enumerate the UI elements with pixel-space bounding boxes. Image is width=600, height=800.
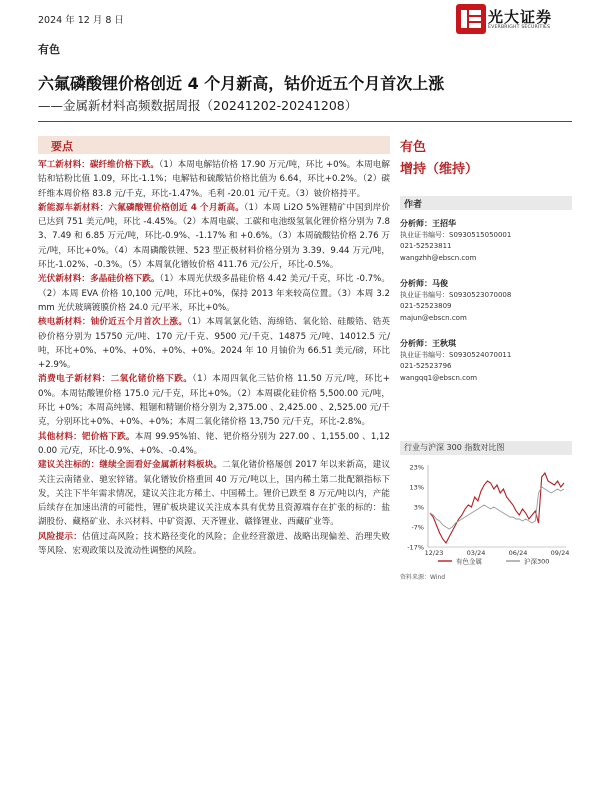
paragraph-text: （1）本周氧氯化锆、海绵锆、氧化铪、硅酸锆、锆英砂价格分别为 15750 元/吨、170 元/千克、9500 元/千克、14875 元/吨、14012.5 元/吨，环比+0%、+0%、+0%、+0%、+0%。2024 年 10 月铀价为 66.51 美元/磅，环比+2.9%。: [38, 317, 390, 371]
paragraph-lead: 军工新材料：碳纤维价格下跌。: [38, 160, 160, 170]
authors-heading-bar: [400, 196, 572, 210]
paragraph-military: [38, 158, 390, 201]
paragraph-ev: [38, 201, 390, 272]
report-title: 六氟磷酸锂价格创近 4 个月新高，钴价近五个月首次上涨: [38, 74, 445, 93]
analyst-name: 分析师：马俊: [400, 279, 448, 288]
paragraph-lead: 消费电子新材料：二氧化锗价格下跌。: [38, 374, 193, 385]
analyst-cert: 执业证书编号：S0930523070008: [400, 290, 512, 299]
paragraph-text: 本周 99.95%铂、铑、钯价格分别为 227.00 、1,155.00 、1,120.00 元/克，环比-0.9%、+0%、-0.4%。: [38, 431, 390, 456]
summary-heading: 要点: [51, 140, 73, 153]
analyst-name: 分析师：王秋琪: [400, 339, 456, 348]
analyst-email[interactable]: wangzhh@ebscn.com: [400, 253, 477, 262]
report-subtitle: ——金属新材料高频数据周报（20241202-20241208）: [38, 98, 358, 113]
investment-rating: 增持（维持）: [400, 162, 479, 177]
paragraph-pv: [38, 272, 390, 315]
paragraph-lead: 风险提示：: [38, 531, 83, 542]
analyst-card: [400, 278, 572, 324]
analyst-cert: 执业证书编号：S0930515050001: [400, 230, 512, 239]
paragraph-recommendation: [38, 458, 390, 529]
everbright-logo-icon: [456, 4, 486, 34]
analyst-cert: 执业证书编号：S0930524070011: [400, 350, 512, 359]
paragraph-text: （1）本周四氧化三钴价格 11.50 万元/吨，环比+0%。本周钴酸锂价格 175.0 元/千克，环比+0%。（2）本周碳化硅价格 5,500.00 元/吨，环比 +0%；本周高纯锑、粗锢和精锢价格分别为 2,375.00 、2,425.00 、2,525.00 元/千克，分别环比+0%、+0%、+0%；本周二氧化锗价格 13,750 元/千克，环比-2.8%。: [38, 374, 390, 428]
x-tick-label: 03/24: [466, 549, 486, 557]
y-tick-label: -17%: [407, 543, 424, 552]
paragraph-nuclear: [38, 315, 390, 372]
authors-heading: 作者: [404, 200, 423, 210]
sidebar: [400, 136, 572, 384]
chart-title: 行业与沪深 300 指数对比图: [404, 443, 505, 452]
analyst-email[interactable]: majun@ebscn.com: [400, 313, 467, 322]
paragraph-lead: 建议关注标的：继续全面看好金属新材料板块。: [38, 460, 223, 471]
paragraph-lead: 新能源车新材料：六氟磷酸锂价格创近 4 个月新高。: [38, 202, 245, 213]
analyst-card: [400, 218, 572, 264]
series-line-csi300: [430, 487, 564, 529]
analyst-phone: 021-52523811: [400, 242, 452, 250]
report-date: 2024 年 12 月 8 日: [38, 15, 124, 26]
brand-name-cn: 光大证券: [488, 8, 553, 26]
legend-label: 有色金属: [456, 557, 482, 566]
analyst-email[interactable]: wangqq1@ebscn.com: [400, 373, 478, 382]
paragraph-other: [38, 430, 390, 459]
x-tick-label: 09/24: [550, 549, 570, 557]
legend-label: 沪深300: [524, 557, 550, 566]
industry-category: 有色: [38, 43, 60, 56]
x-tick-label: 12/23: [424, 549, 444, 557]
title-divider: [38, 121, 572, 122]
chart-title-bar: [400, 441, 572, 455]
y-tick-label: 13%: [409, 483, 424, 492]
series-line-nonferrous: [430, 473, 564, 543]
paragraph-text: （1）本周 Li2O 5%锂精矿中国到岸价已达到 751 美元/吨，环比 -4.45%。（2）本周电碳、工碳和电池级氢氧化锂价格分别为 7.83、7.49 和 6.85 万元/吨，环比-0.9%、-1.17% 和 +0.6%。（3）本周硫酸钴价格 2.76 万元/吨，环比+0%。（4）本周磷酸铁锂、523 型正极材料价格分别为 3.39、9.44 万元/吨，环比-1.02%、-0.3%。（5）本周氧化镨钕价格 411.76 元/公斤，环比-0.5%。: [38, 202, 390, 271]
industry-vs-csi300-chart: [400, 459, 572, 571]
summary-section: [38, 136, 390, 748]
paragraph-lead: 光伏新材料：多晶硅价格下跌。: [38, 274, 160, 285]
paragraph-text: （1）本周电解钴价格 17.90 万元/吨，环比 +0%。本周电解钴和钴粉比值 1.09，环比-1.1%；电解钴和硫酸钴价格比值为 6.64，环比+0.2%。（2）碳纤维本周价格 83.8 元/千克，环比-1.47%。毛利 -20.01 元/千克。（3）铍价格持平。: [38, 160, 390, 199]
chart-source: 资料来源：Wind: [400, 574, 446, 581]
y-tick-label: -7%: [411, 523, 424, 532]
paragraph-lead: 核电新材料：铀价近五个月首次上涨。: [38, 317, 188, 328]
analyst-phone: 021-52523796: [400, 362, 452, 370]
analyst-name: 分析师：王招华: [400, 219, 456, 228]
analyst-card: [400, 338, 572, 384]
paragraph-consumer-electronics: [38, 372, 390, 429]
paragraph-text: 估值过高风险；技术路径变化的风险；企业经营激进、战略出现偏差、治理失败等风险、宏观政策以及流动性调整的风险。: [38, 531, 390, 557]
y-tick-label: 3%: [413, 503, 424, 512]
brand-logo: [456, 4, 576, 34]
paragraph-text: （1）本周光伏级多晶硅价格 4.42 美元/千克，环比 -0.7%。（2）本周 EVA 价格 10,100 元/吨，环比+0%，保持 2013 年来较高位置。（3）本周 3.2mm 光伏玻璃镀膜价格 24.0 元/平米，环比+0%。: [38, 274, 390, 313]
paragraph-risk: [38, 530, 390, 559]
summary-body: [38, 158, 390, 558]
y-tick-label: 23%: [409, 463, 424, 472]
paragraph-text: 二氧化锗价格屡创 2017 年以来新高，建议关注云南锗业、驰宏锌锗。氧化镨钕价格重回 40 万元/吨以上，国内稀土第二批配额指标下发，关注下半年需求情况，建议关注北方稀土、中国稀土。锂价已跌至 8 万元/吨以内，产能后续存在加速出清的可能性，锂矿板块建议关注成本具有优势且资源端存在扩张的标的：盐湖股份、藏格矿业、永兴材料、中矿资源、天齐锂业、赣锋锂业、西藏矿业等。: [38, 460, 390, 528]
summary-heading-bar: [38, 136, 390, 154]
x-tick-label: 06/24: [508, 549, 528, 557]
paragraph-lead: 其他材料：钯价格下跌。: [38, 431, 135, 442]
sidebar-category: 有色: [400, 140, 427, 155]
brand-name-en: EVERBRIGHT SECURITIES: [488, 25, 551, 30]
analyst-phone: 021-52523809: [400, 302, 452, 310]
